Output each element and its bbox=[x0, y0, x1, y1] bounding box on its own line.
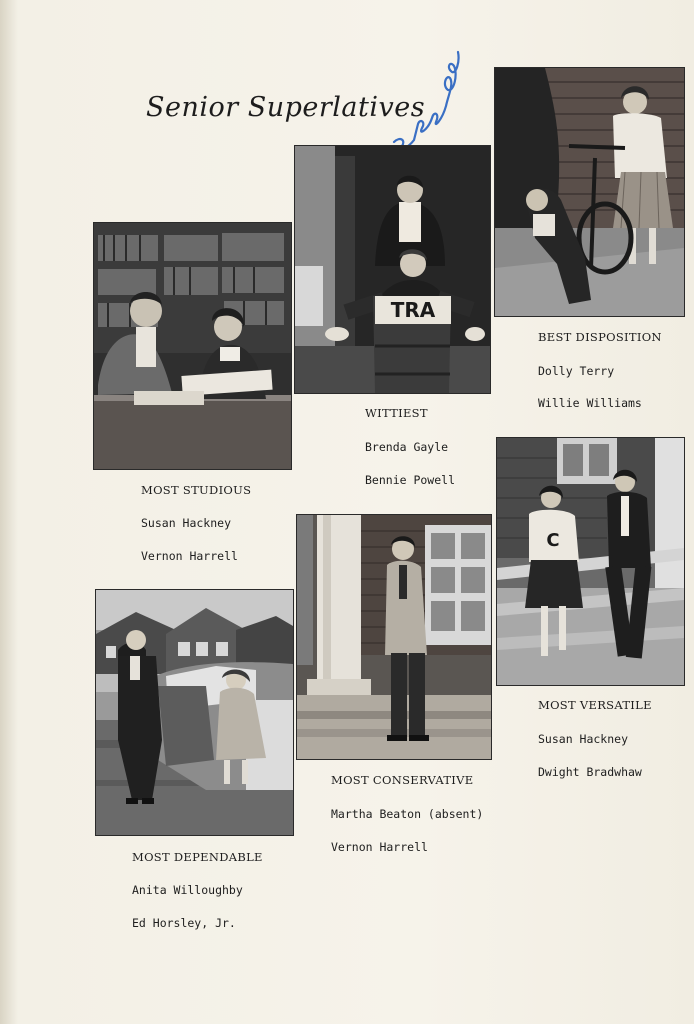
award-category-most-studious: MOST STUDIOUS bbox=[141, 483, 252, 497]
award-name: Susan Hackney bbox=[538, 732, 629, 746]
photo-best-disposition bbox=[495, 68, 684, 316]
photo-most-dependable bbox=[96, 590, 293, 835]
photo-most-versatile bbox=[497, 438, 684, 685]
award-category-most-dependable: MOST DEPENDABLE bbox=[132, 850, 263, 864]
award-name: Martha Beaton (absent) bbox=[331, 807, 484, 821]
award-category-wittiest: WITTIEST bbox=[365, 406, 428, 420]
award-name: Susan Hackney bbox=[141, 516, 232, 530]
award-category-best-disposition: BEST DISPOSITION bbox=[538, 330, 662, 344]
award-name: Ed Horsley, Jr. bbox=[132, 916, 236, 930]
photo-wittiest bbox=[295, 146, 490, 393]
award-name: Willie Williams bbox=[538, 396, 642, 410]
award-name: Vernon Harrell bbox=[331, 840, 428, 854]
photo-most-conservative bbox=[297, 515, 491, 759]
page-title: Senior Superlatives bbox=[146, 92, 426, 123]
award-name: Dolly Terry bbox=[538, 364, 615, 378]
award-name: Bennie Powell bbox=[365, 473, 456, 487]
award-category-most-conservative: MOST CONSERVATIVE bbox=[331, 773, 474, 787]
award-category-most-versatile: MOST VERSATILE bbox=[538, 698, 652, 712]
award-name: Dwight Bradwhaw bbox=[538, 765, 642, 779]
photo-most-studious bbox=[94, 223, 291, 469]
award-name: Anita Willoughby bbox=[132, 883, 243, 897]
handwritten-annotation bbox=[388, 44, 464, 156]
sweater-letter: C bbox=[546, 530, 560, 551]
award-name: Brenda Gayle bbox=[365, 440, 449, 454]
barrel-letters: TRA bbox=[390, 298, 436, 322]
award-name: Vernon Harrell bbox=[141, 549, 238, 563]
